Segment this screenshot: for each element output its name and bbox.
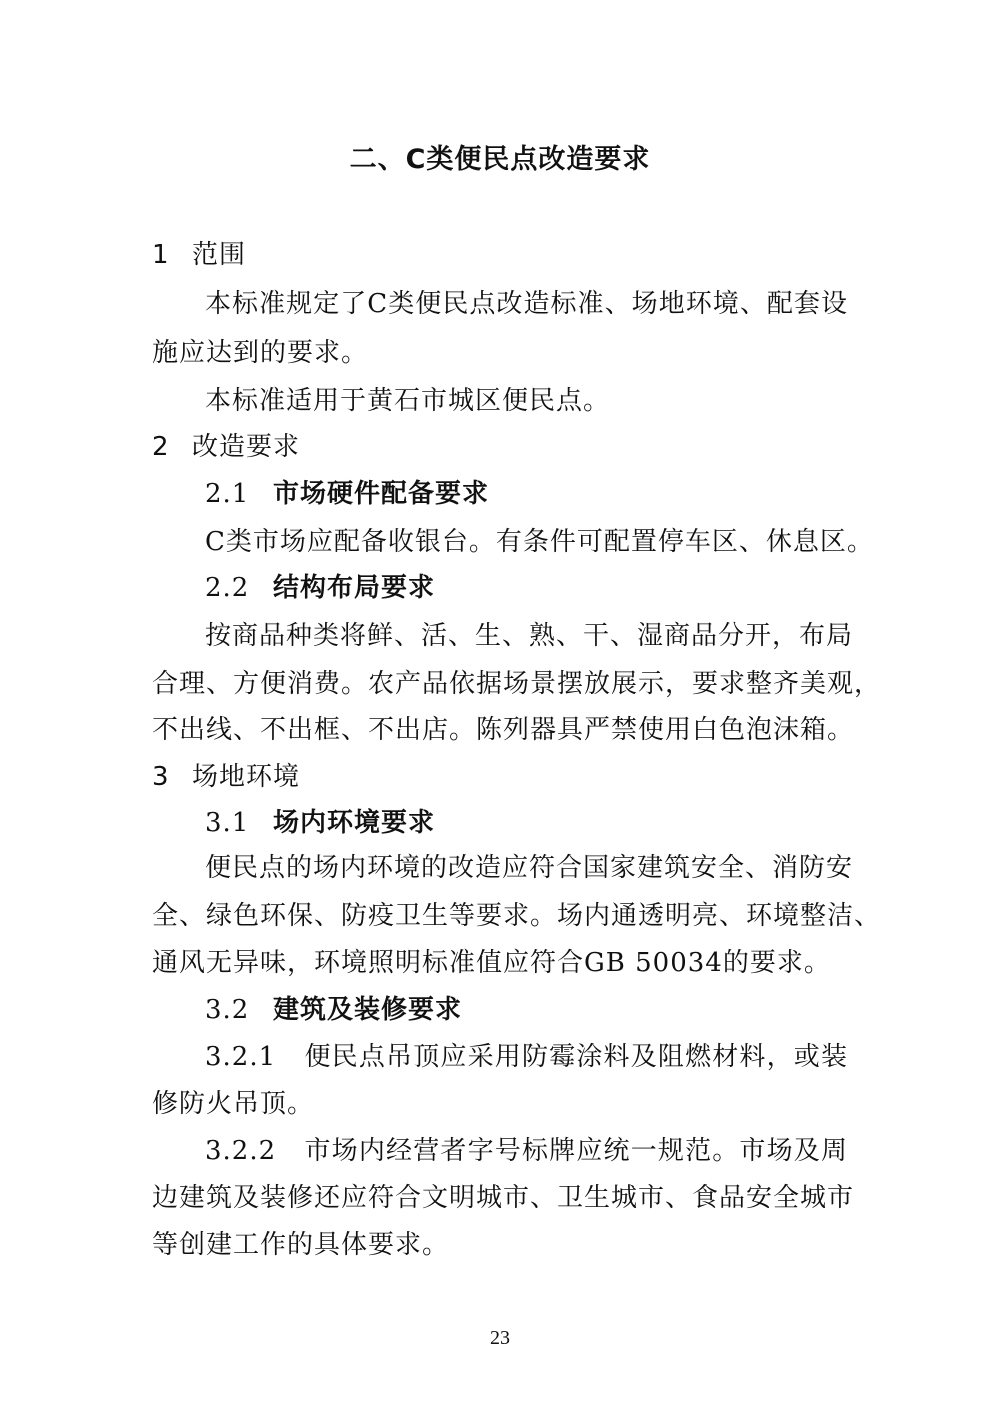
section-2-heading (152, 430, 300, 464)
section-3-heading (152, 760, 300, 794)
subsection-number: 2.1 (205, 479, 250, 509)
paragraph-line: 便民点的场内环境的改造应符合国家建筑安全、消防安 (205, 853, 854, 883)
subsection-2-2-heading (205, 571, 435, 605)
section-1-heading (152, 238, 246, 272)
subsection-3-1-heading (205, 806, 435, 840)
clause-text: 市场内经营者字号标牌应统一规范。市场及周 (304, 1136, 848, 1166)
section-title: 场地环境 (192, 762, 301, 792)
paragraph-line: 本标准适用于黄石市城区便民点。 (205, 386, 611, 416)
subsection-number: 3.2 (205, 995, 250, 1025)
subsection-number: 3.1 (205, 808, 250, 838)
subsection-3-2-heading (205, 993, 462, 1027)
paragraph-line: 全、绿色环保、防疫卫生等要求。场内通透明亮、环境整洁、 (152, 901, 882, 931)
subsection-number: 2.2 (205, 573, 250, 603)
subsection-title: 场内环境要求 (273, 808, 436, 838)
clause-text: 便民点吊顶应采用防霉涂料及阻燃材料，或装 (304, 1042, 848, 1072)
subsection-2-1-heading (205, 477, 489, 511)
section-number: 1 (152, 240, 170, 270)
page-number: 23 (490, 1327, 510, 1349)
paragraph-line: 等创建工作的具体要求。 (152, 1230, 450, 1260)
page-title: 二、C类便民点改造要求 (349, 144, 651, 175)
clause-3-2-2-line (205, 1134, 848, 1168)
paragraph-line: C类市场应配备收银台。有条件可配置停车区、休息区。 (205, 527, 874, 557)
subsection-title: 结构布局要求 (273, 573, 436, 603)
clause-number: 3.2.1 (205, 1042, 277, 1072)
paragraph-line: 合理、方便消费。农产品依据场景摆放展示，要求整齐美观， (152, 669, 882, 699)
section-title: 范围 (192, 240, 247, 270)
paragraph-line: 施应达到的要求。 (152, 338, 369, 368)
clause-3-2-1-line (205, 1040, 848, 1074)
section-number: 2 (152, 432, 170, 462)
paragraph-line: 修防火吊顶。 (152, 1089, 315, 1119)
clause-number: 3.2.2 (205, 1136, 277, 1166)
subsection-title: 市场硬件配备要求 (273, 479, 490, 509)
paragraph-line: 不出线、不出框、不出店。陈列器具严禁使用白色泡沫箱。 (152, 715, 855, 745)
paragraph-line: 本标准规定了C类便民点改造标准、场地环境、配套设 (205, 289, 848, 319)
paragraph-line: 边建筑及装修还应符合文明城市、卫生城市、食品安全城市 (152, 1183, 855, 1213)
paragraph-line: 按商品种类将鲜、活、生、熟、干、湿商品分开，布局 (205, 621, 854, 651)
paragraph-line: 通风无异味，环境照明标准值应符合GB 50034的要求。 (152, 948, 831, 978)
section-title: 改造要求 (192, 432, 301, 462)
subsection-title: 建筑及装修要求 (273, 995, 463, 1025)
section-number: 3 (152, 762, 170, 792)
